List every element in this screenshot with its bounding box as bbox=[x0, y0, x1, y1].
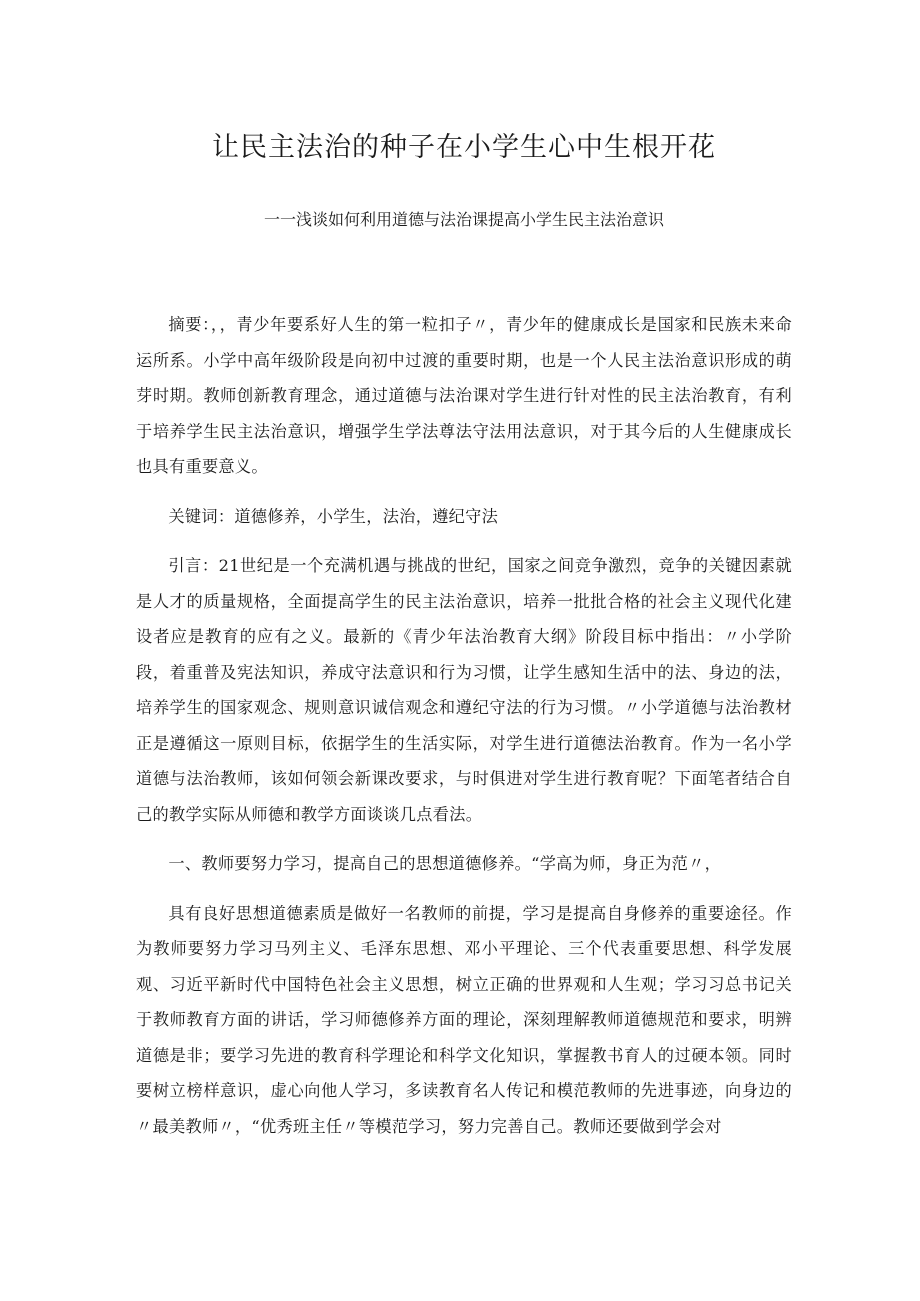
section-heading-paragraph: 一、教师要努力学习，提高自己的思想道德修养。“学高为师，身正为范〃， bbox=[168, 854, 722, 873]
document-body bbox=[136, 307, 792, 1144]
body-paragraph: 具有良好思想道德素质是做好一名教师的前提，学习是提高自身修养的重要途径。作为教师要努力学习马列主义、毛泽东思想、邓小平理论、三个代表重要思想、科学发展观、习近平新时代中国特色社会主义思想，树立正确的世界观和人生观；学习习总书记关于教师教育方面的讲话，学习师德修养方面的理论，深刻理解教师道德规范和要求，明辨道德是非；要学习先进的教育科学理论和科学文化知识，掌握教书育人的过硬本领。同时要树立榜样意识，虚心向他人学习，多读教育名人传记和模范教师的先进事迹，向身边的〃最美教师〃，“优秀班主任〃等模范学习，努力完善自己。教师还要做到学会对 bbox=[136, 903, 792, 1136]
abstract-paragraph: 摘要：，，青少年要系好人生的第一粒扣子〃，青少年的健康成长是国家和民族未来命运所系。小学中高年级阶段是向初中过渡的重要时期，也是一个人民主法治意识形成的萌芽时期。教师创新教育理念，通过道德与法治课对学生进行针对性的民主法治教育，有利于培养学生民主法治意识，增强学生学法尊法守法用法意识，对于其今后的人生健康成长也具有重要意义。 bbox=[136, 315, 792, 476]
document-subtitle: 一一浅谈如何利用道德与法治课提高小学生民主法治意识 bbox=[263, 210, 664, 229]
introduction-paragraph: 引言：21世纪是一个充满机遇与挑战的世纪，国家之间竞争激烈，竞争的关键因素就是人才的质量规格，全面提高学生的民主法治意识，培养一批批合格的社会主义现代化建设者应是教育的应有之义。最新的《青少年法治教育大纲》阶段目标中指出：〃小学阶段，着重普及宪法知识，养成守法意识和行为习惯，让学生感知生活中的法、身边的法，培养学生的国家观念、规则意识诚信观念和遵纪守法的行为习惯。〃小学道德与法治教材正是遵循这一原则目标，依据学生的生活实际，对学生进行道德法治教育。作为一名小学道德与法治教师，该如何领会新课改要求，与时俱进对学生进行教育呢？下面笔者结合自己的教学实际从师德和教学方面谈谈几点看法。 bbox=[136, 556, 792, 824]
document-title: 让民主法治的种子在小学生心中生根开花 bbox=[212, 132, 716, 163]
keywords-paragraph: 关键词：道德修养，小学生，法治，遵纪守法 bbox=[168, 506, 499, 526]
